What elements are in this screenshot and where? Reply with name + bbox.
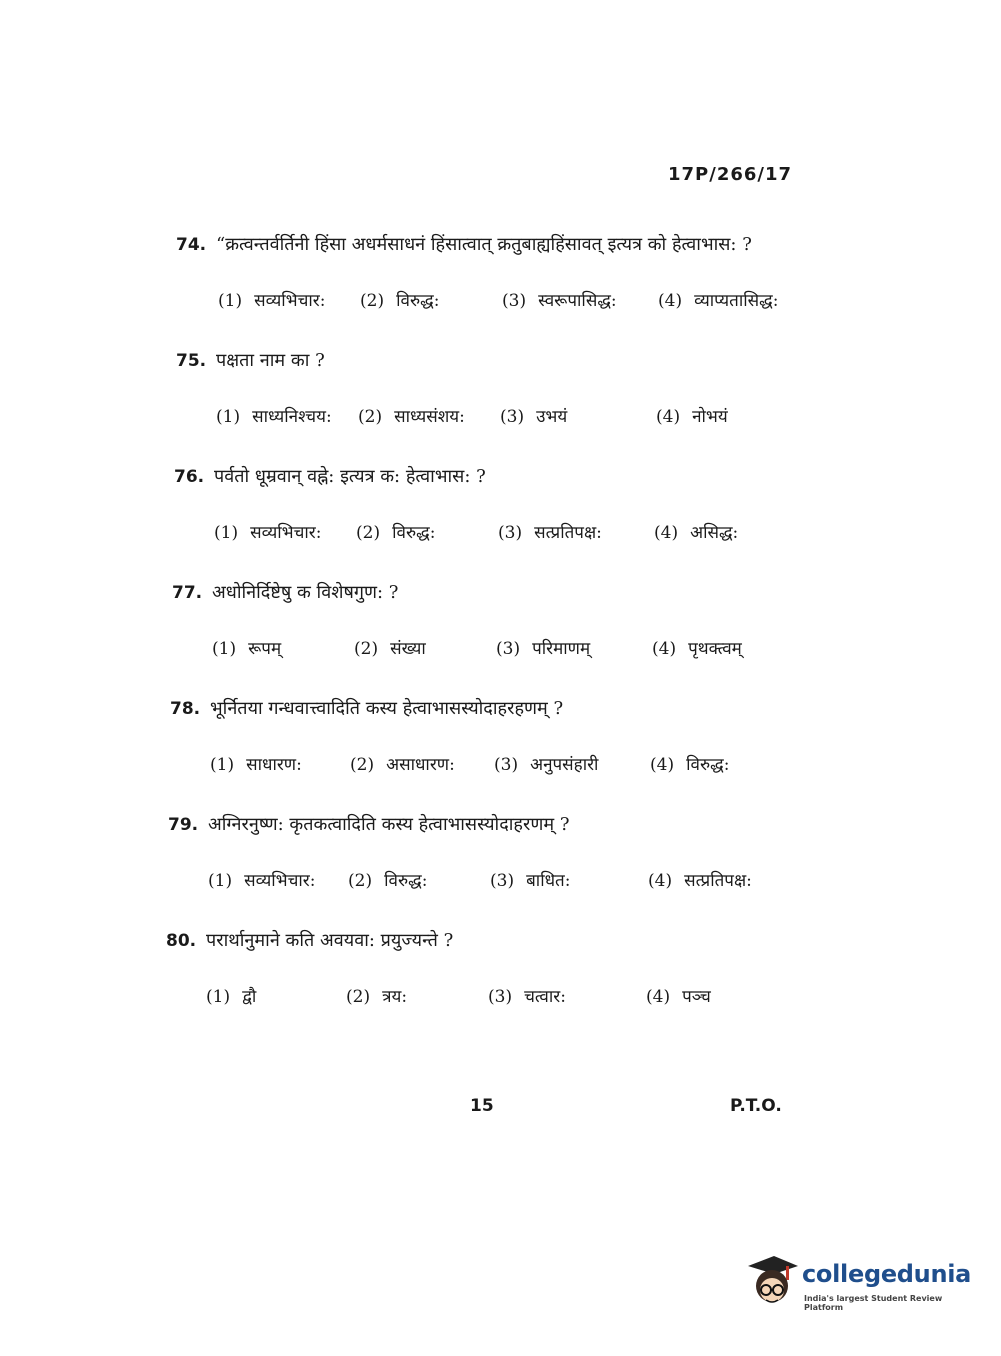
question-74 bbox=[176, 232, 856, 318]
option-1: (1) साध्यनिश्चय: bbox=[216, 407, 332, 427]
question-text: अग्निरनुष्ण: कृतकत्वादिति कस्य हेत्वाभासस्योदाहरणम् ? bbox=[208, 814, 570, 835]
options-row bbox=[170, 752, 850, 782]
option-2: (2) विरुद्ध: bbox=[356, 523, 436, 543]
question-text: अधोनिर्दिष्टेषु क विशेषगुण: ? bbox=[212, 582, 399, 603]
question-line bbox=[168, 812, 848, 836]
option-1: (1) रूपम् bbox=[212, 639, 282, 659]
option-4: (4) पञ्च bbox=[646, 987, 711, 1007]
option-2: (2) असाधारण: bbox=[350, 755, 455, 775]
option-1: (1) द्वौ bbox=[206, 987, 257, 1007]
option-3: (3) सत्प्रतिपक्ष: bbox=[498, 523, 602, 543]
option-4: (4) नोभयं bbox=[656, 407, 728, 427]
question-text: परार्थानुमाने कति अवयवा: प्रयुज्यन्ते ? bbox=[206, 930, 454, 951]
option-2: (2) विरुद्ध: bbox=[348, 871, 428, 891]
question-78 bbox=[170, 696, 850, 782]
brand-tagline: India's largest Student Review Platform bbox=[804, 1294, 943, 1312]
mascot-icon bbox=[744, 1252, 798, 1310]
option-2: (2) संख्या bbox=[354, 639, 426, 659]
options-row bbox=[174, 520, 854, 550]
option-3: (3) स्वरूपासिद्ध: bbox=[502, 291, 617, 311]
question-76 bbox=[174, 464, 854, 550]
option-1: (1) सव्यभिचार: bbox=[218, 291, 326, 311]
option-4: (4) व्याप्यतासिद्ध: bbox=[658, 291, 779, 311]
collegedunia-watermark bbox=[744, 1252, 974, 1312]
question-line bbox=[176, 232, 856, 256]
question-number: 78. bbox=[170, 699, 201, 719]
option-3: (3) बाधित: bbox=[490, 871, 571, 891]
option-2: (2) साध्यसंशय: bbox=[358, 407, 465, 427]
question-number: 79. bbox=[168, 815, 199, 835]
brand-name: collegedunia bbox=[802, 1260, 972, 1288]
question-text: “क्रत्वन्तर्वर्तिनी हिंसा अधर्मसाधनं हिंसात्वात् क्रतुबाह्यहिंसावत् इत्यत्र को हेत्वाभास: ? bbox=[216, 234, 752, 255]
question-77 bbox=[172, 580, 852, 666]
page-number: 15 bbox=[470, 1096, 494, 1116]
question-text: पर्वतो धूम्रवान् वह्ने: इत्यत्र क: हेत्वाभास: ? bbox=[214, 466, 486, 487]
option-1: (1) सव्यभिचार: bbox=[214, 523, 322, 543]
option-3: (3) उभयं bbox=[500, 407, 568, 427]
question-75 bbox=[176, 348, 856, 434]
option-2: (2) विरुद्ध: bbox=[360, 291, 440, 311]
question-79 bbox=[168, 812, 848, 898]
option-4: (4) असिद्ध: bbox=[654, 523, 739, 543]
question-text: भूर्नितया गन्धवात्त्वादिति कस्य हेत्वाभासस्योदाहरहणम् ? bbox=[210, 698, 564, 719]
question-line bbox=[172, 580, 852, 604]
question-line bbox=[176, 348, 856, 372]
option-4: (4) पृथक्त्वम् bbox=[652, 639, 742, 659]
option-3: (3) अनुपसंहारी bbox=[494, 755, 599, 775]
question-80 bbox=[166, 928, 846, 1014]
options-row bbox=[176, 288, 856, 318]
question-number: 76. bbox=[174, 467, 205, 487]
question-number: 80. bbox=[166, 931, 197, 951]
question-line bbox=[166, 928, 846, 952]
option-1: (1) सव्यभिचार: bbox=[208, 871, 316, 891]
option-2: (2) त्रय: bbox=[346, 987, 408, 1007]
options-row bbox=[166, 984, 846, 1014]
question-number: 74. bbox=[176, 235, 207, 255]
paper-code: 17P/266/17 bbox=[668, 164, 793, 185]
option-3: (3) चत्वार: bbox=[488, 987, 566, 1007]
question-line bbox=[174, 464, 854, 488]
option-4: (4) विरुद्ध: bbox=[650, 755, 730, 775]
option-3: (3) परिमाणम् bbox=[496, 639, 591, 659]
question-number: 75. bbox=[176, 351, 207, 371]
options-row bbox=[176, 404, 856, 434]
options-row bbox=[168, 868, 848, 898]
pto-label: P.T.O. bbox=[730, 1096, 782, 1116]
option-4: (4) सत्प्रतिपक्ष: bbox=[648, 871, 752, 891]
option-1: (1) साधारण: bbox=[210, 755, 302, 775]
question-number: 77. bbox=[172, 583, 203, 603]
question-line bbox=[170, 696, 850, 720]
options-row bbox=[172, 636, 852, 666]
question-text: पक्षता नाम का ? bbox=[216, 350, 325, 371]
